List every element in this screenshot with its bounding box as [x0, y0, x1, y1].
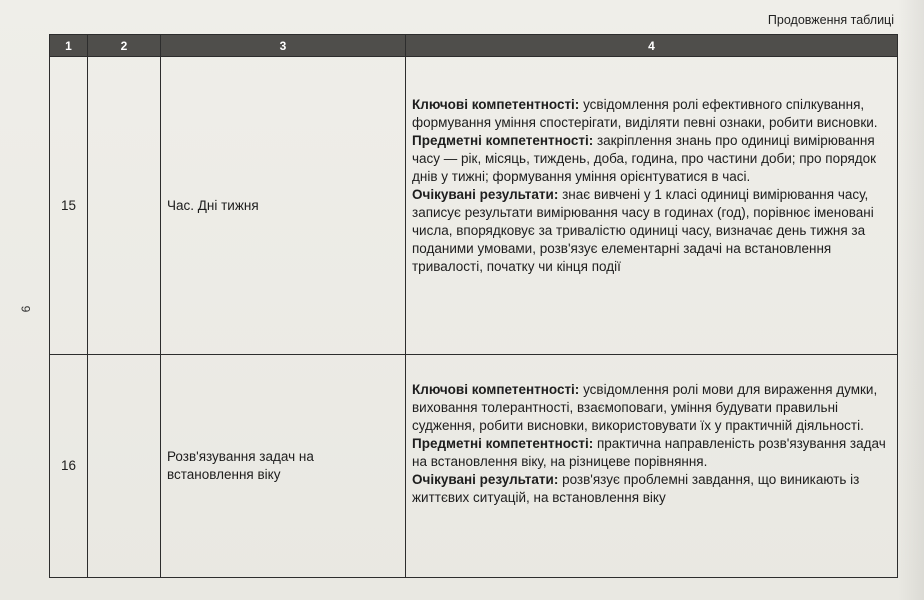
expected-results-text: розв'язує проблемні завдання, що виникають із життєвих ситуацій, на встановлення віку: [412, 472, 860, 505]
column-header-3: 3: [161, 35, 406, 57]
subject-competencies-label: Предметні компетентності:: [412, 133, 594, 148]
expected-results-label: Очікувані результати:: [412, 472, 559, 487]
subject-competencies-label: Предметні компетентності:: [412, 436, 594, 451]
lesson-competencies: [406, 57, 898, 355]
expected-results-text: знає вивчені у 1 класі одиниці вимірювання часу, записує результати вимірювання часу в годинах (год), порівнює іменовані числа, впорядковує за тривалістю одиниці часу, визначає день тижня за поданими умовами, розв'язує елементарні задачі на встановлення тривалості, початку чи кінця події: [412, 187, 874, 274]
table-header-row: [50, 35, 898, 57]
lesson-number: 16: [50, 355, 88, 578]
expected-results: [412, 471, 889, 507]
expected-results-label: Очікувані результати:: [412, 187, 559, 202]
page-edge-shadow: [898, 0, 924, 600]
lesson-number: 15: [50, 57, 88, 355]
subject-competencies: [412, 132, 889, 186]
key-competencies: [412, 96, 889, 132]
key-competencies-label: Ключові компетентності:: [412, 97, 580, 112]
key-competencies-label: Ключові компетентності:: [412, 382, 580, 397]
table-row: [50, 57, 898, 355]
lesson-date-cell: [88, 355, 161, 578]
lesson-topic: Розв'язування задач на встановлення віку: [161, 355, 406, 578]
column-header-4: 4: [406, 35, 898, 57]
column-header-2: 2: [88, 35, 161, 57]
key-competencies-text: усвідомлення ролі ефективного спілкування, формування уміння спостерігати, виділяти певні ознаки, робити висновки.: [412, 97, 878, 130]
subject-competencies-text: практична направленість розв'язування задач на встановлення віку, на різницеве порівняння.: [412, 436, 886, 469]
lesson-competencies: [406, 355, 898, 578]
subject-competencies-text: закріплення знань про одиниці вимірювання часу — рік, місяць, тиждень, доба, година, про частини доби; про порядок днів у тижні; формування уміння орієнтуватися в часі.: [412, 133, 877, 184]
table-continuation-note: Продовження таблиці: [767, 13, 894, 27]
key-competencies-text: усвідомлення ролі мови для вираження думки, виховання толерантності, взаємоповаги, уміння будувати правильні судження, робити висновки, використовувати їх у практичній діяльності.: [412, 382, 878, 433]
table-row: [50, 355, 898, 578]
column-header-1: 1: [50, 35, 88, 57]
lesson-date-cell: [88, 57, 161, 355]
key-competencies: [412, 381, 889, 435]
expected-results: [412, 186, 889, 276]
lesson-topic: Час. Дні тижня: [161, 57, 406, 355]
competency-table: [49, 34, 898, 578]
subject-competencies: [412, 435, 889, 471]
page-number: 9: [18, 305, 33, 313]
